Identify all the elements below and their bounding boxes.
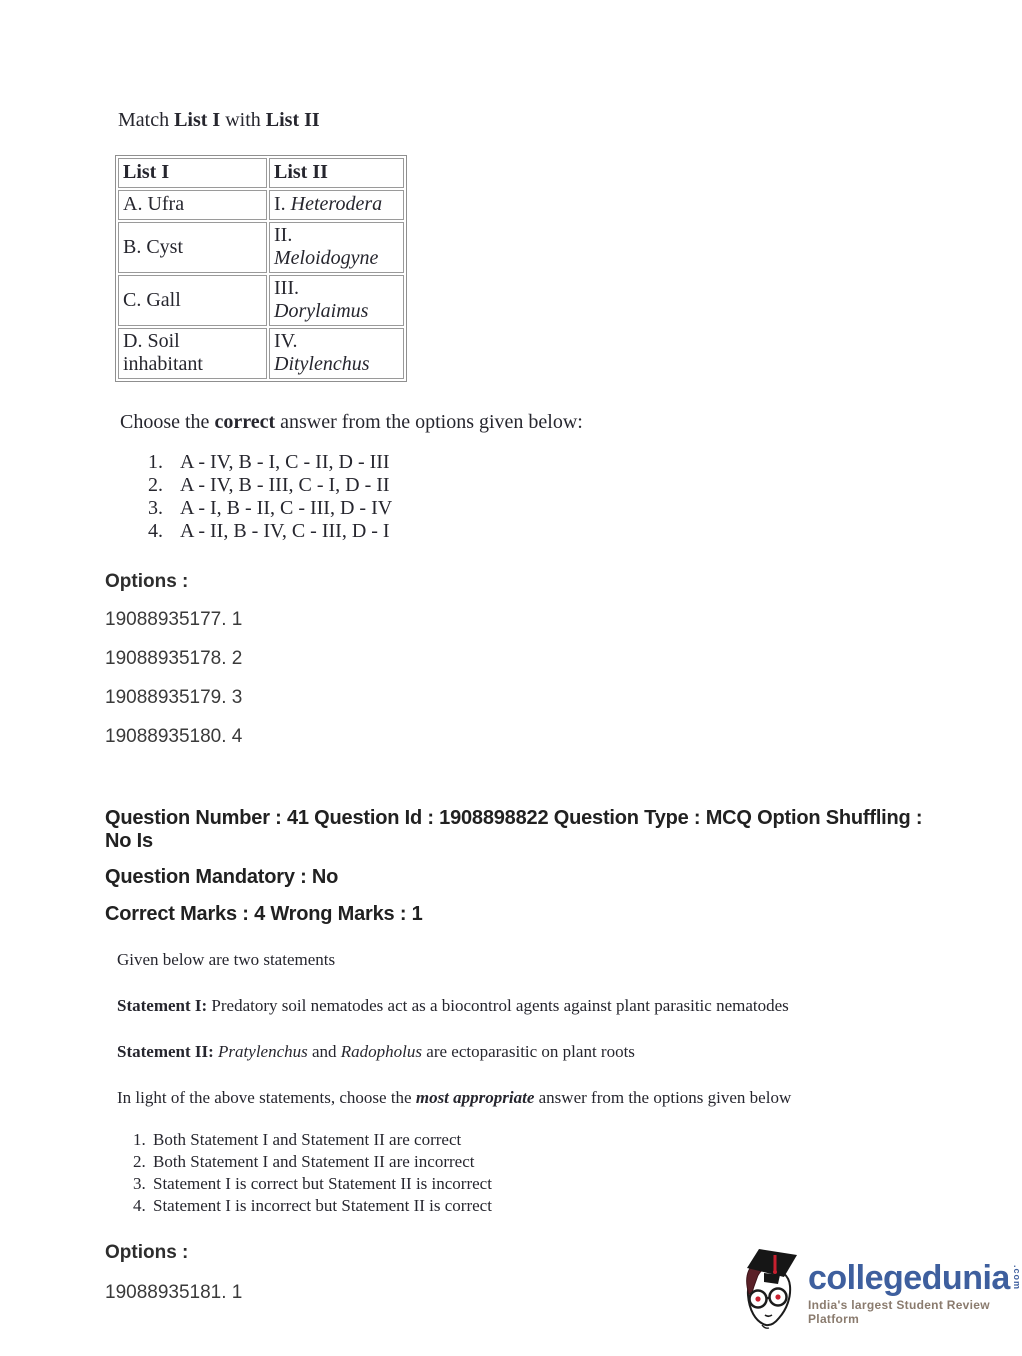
match-table-cell-right — [269, 275, 404, 326]
match-heading-list1: List I — [174, 109, 221, 131]
answer-choice — [148, 451, 1001, 474]
roman-numeral: III. — [274, 277, 299, 299]
option-id: 19088935178. 2 — [105, 648, 243, 669]
scientific-name: Dorylaimus — [274, 300, 369, 322]
answer-choice — [148, 474, 1001, 497]
choice-number: 4. — [133, 1196, 146, 1215]
match-table-cell-left: D. Soil inhabitant — [118, 328, 267, 379]
choose-instruction — [120, 411, 1001, 433]
option-id: 19088935181. 1 — [105, 1282, 243, 1303]
match-table-row — [118, 190, 404, 220]
match-table-row — [118, 275, 404, 326]
match-table-header-list2: List II — [269, 158, 404, 188]
choice-number: 2. — [148, 474, 163, 496]
answer-choice — [133, 1173, 1001, 1195]
match-heading-with: with — [220, 109, 266, 131]
roman-numeral: II. — [274, 224, 293, 246]
match-table-cell-left: A. Ufra — [118, 190, 267, 220]
choice-number: 2. — [133, 1152, 146, 1171]
statement-2-genus-1: Pratylenchus — [218, 1042, 308, 1061]
choice-text: Both Statement I and Statement II are incorrect — [153, 1152, 475, 1171]
answer-choice — [133, 1129, 1001, 1151]
choice-text: Both Statement I and Statement II are correct — [153, 1130, 462, 1149]
choice-text: A - IV, B - III, C - I, D - II — [180, 474, 390, 496]
choice-number: 4. — [148, 520, 163, 542]
scientific-name: Ditylenchus — [274, 353, 370, 375]
choose-post: answer from the options given below: — [275, 411, 583, 433]
match-heading-text: Match — [118, 109, 175, 131]
match-table — [115, 155, 407, 382]
statement-1-label: Statement I: — [117, 996, 208, 1015]
statement-2 — [117, 1040, 797, 1063]
answer-choice-list — [133, 1129, 1001, 1217]
answer-choice — [148, 520, 1001, 543]
match-table-cell-left: B. Cyst — [118, 222, 267, 273]
match-table-cell-left: C. Gall — [118, 275, 267, 326]
answer-choice — [148, 497, 1001, 520]
choice-number: 1. — [148, 451, 163, 473]
choice-text: A - I, B - II, C - III, D - IV — [180, 497, 393, 519]
brand-name: collegedunia — [808, 1258, 1010, 1297]
statement-1-text: Predatory soil nematodes act as a biocontrol agents against plant parasitic nematodes — [207, 996, 789, 1015]
match-table-cell-right — [269, 190, 404, 220]
collegedunia-brand-text — [808, 1260, 1022, 1326]
question-info-line: Question Number : 41 Question Id : 1908898822 Question Type : MCQ Option Shuffling : No Is — [105, 807, 923, 852]
match-table-header-list1: List I — [118, 158, 267, 188]
option-id: 19088935179. 3 — [105, 687, 243, 708]
choice-number: 3. — [133, 1174, 146, 1193]
in-light-pre: In light of the above statements, choose the — [117, 1088, 416, 1107]
in-light-post: answer from the options given below — [534, 1088, 792, 1107]
in-light-instruction — [117, 1086, 797, 1109]
statement-2-tail: are ectoparasitic on plant roots — [422, 1042, 635, 1061]
options-label: Options : — [105, 571, 189, 592]
collegedunia-logo — [738, 1246, 1022, 1339]
choice-number: 1. — [133, 1130, 146, 1149]
match-table-row — [118, 328, 404, 379]
option-id: 19088935180. 4 — [105, 726, 243, 747]
scientific-name: Meloidogyne — [274, 247, 379, 269]
match-heading-list2: List II — [265, 109, 320, 131]
match-table-row — [118, 222, 404, 273]
match-heading — [118, 0, 1001, 132]
statement-2-genus-2: Radopholus — [340, 1042, 423, 1061]
option-id: 19088935177. 1 — [105, 609, 243, 630]
choose-bold: correct — [214, 411, 276, 433]
choice-text: Statement I is correct but Statement II is incorrect — [153, 1174, 492, 1193]
brand-domain-suffix: .com — [1011, 1264, 1022, 1290]
brand-tagline: India's largest Student Review Platform — [808, 1297, 990, 1326]
statement-1 — [117, 994, 797, 1017]
choice-text: A - IV, B - I, C - II, D - III — [180, 451, 390, 473]
match-table-cell-right — [269, 328, 404, 379]
in-light-emphasis: most appropriate — [415, 1088, 535, 1107]
collegedunia-mascot-icon — [738, 1246, 802, 1339]
statement-2-label: Statement II: — [117, 1042, 214, 1061]
choice-number: 3. — [148, 497, 163, 519]
statement-2-mid: and — [307, 1042, 341, 1061]
match-table-cell-right — [269, 222, 404, 273]
choice-text: Statement I is incorrect but Statement II is correct — [153, 1196, 492, 1215]
roman-numeral: I. — [274, 193, 286, 215]
roman-numeral: IV. — [274, 330, 298, 352]
answer-choice — [133, 1151, 1001, 1173]
question-marks-line: Correct Marks : 4 Wrong Marks : 1 — [105, 903, 423, 925]
question-info-line: Question Mandatory : No — [105, 866, 339, 888]
scientific-name: Heterodera — [290, 193, 383, 215]
choose-pre: Choose the — [120, 411, 215, 433]
question-intro: Given below are two statements — [117, 950, 336, 969]
choice-text: A - II, B - IV, C - III, D - I — [180, 520, 390, 542]
options-label: Options : — [105, 1242, 189, 1263]
answer-choice-list — [148, 451, 1001, 543]
answer-choice — [133, 1195, 1001, 1217]
match-table-header-row — [118, 158, 404, 188]
